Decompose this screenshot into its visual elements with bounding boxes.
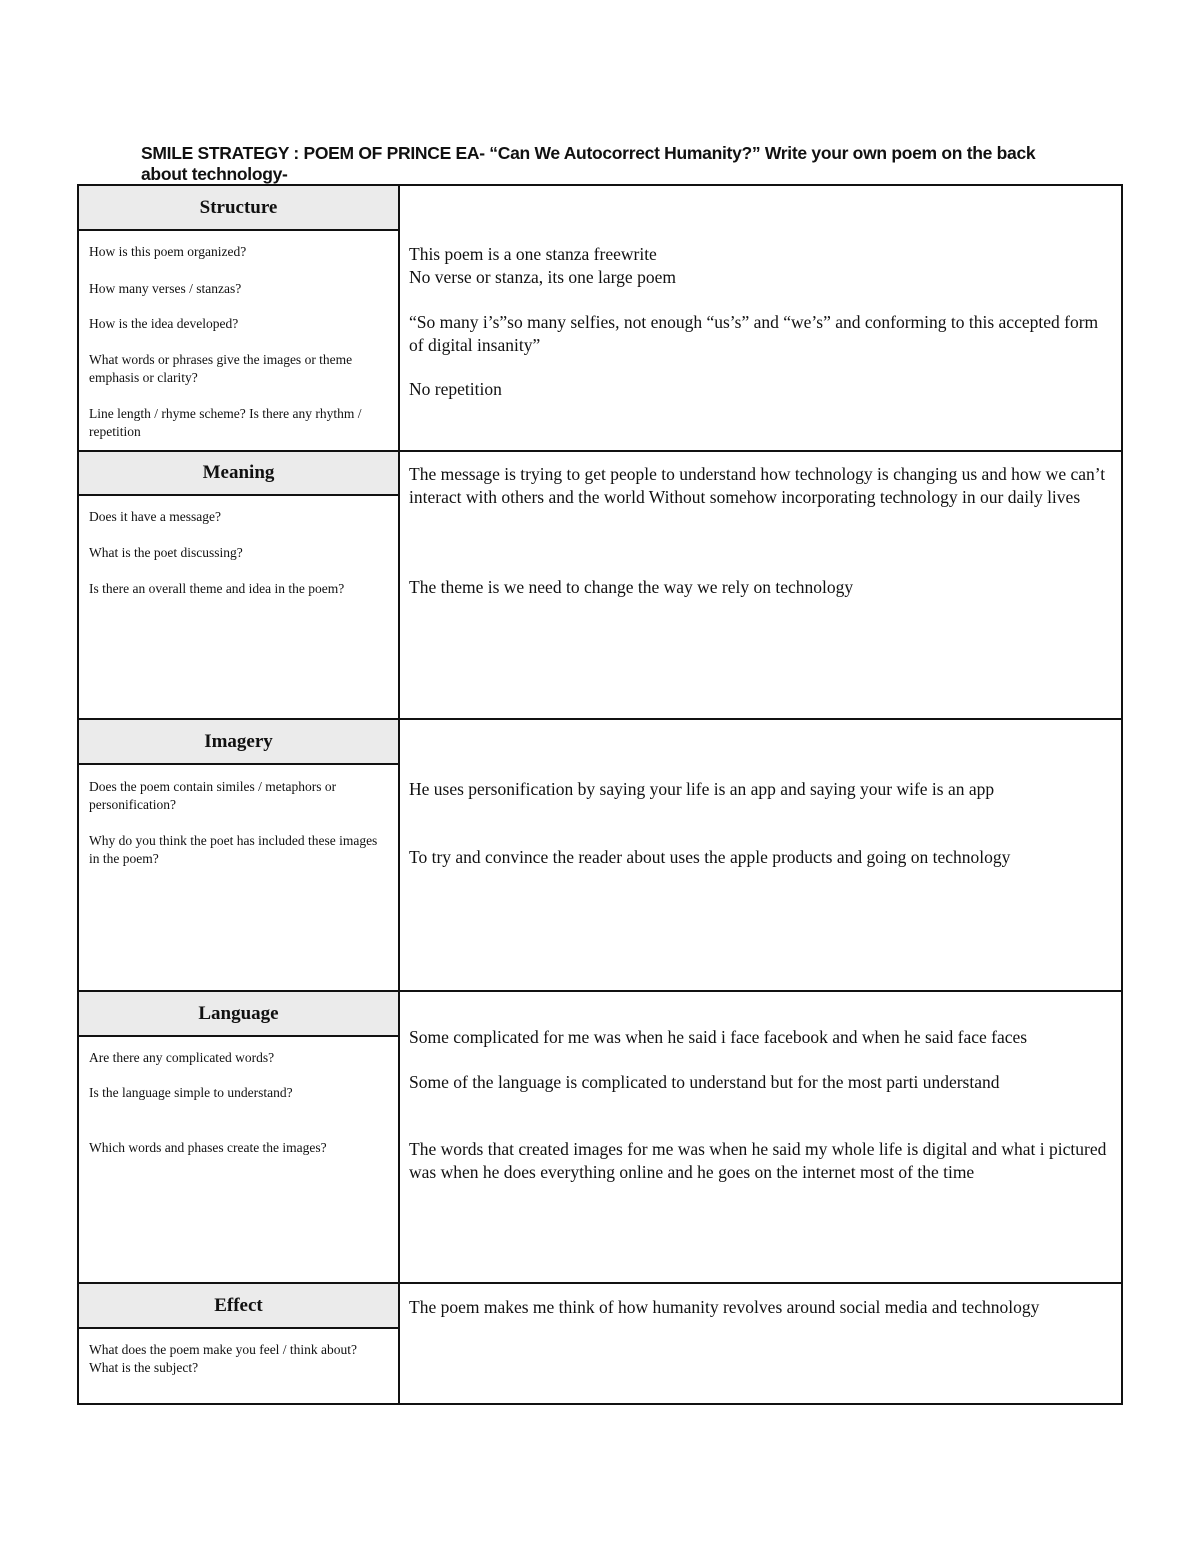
header-divider [77,494,400,496]
structure-question: How many verses / stanzas? [89,281,242,296]
imagery-header: Imagery [79,720,398,763]
effect-question: What does the poem make you feel / think about? What is the subject? [89,1342,358,1375]
effect-answer: The poem makes me think of how humanity revolves around social media and technology [409,1297,1040,1317]
header-divider [77,1035,400,1037]
meaning-header: Meaning [79,452,398,494]
structure-header: Structure [79,186,398,229]
language-question: Are there any complicated words? [89,1050,275,1065]
meaning-answer: The message is trying to get people to understand how technology is changing us and how we can’t interact with others and the world Without somehow incorporating technology in our daily lives [409,464,1106,507]
language-answer: Some complicated for me was when he said i face facebook and when he said face faces [409,1027,1028,1047]
header-divider [77,763,400,765]
structure-question: How is this poem organized? [89,244,247,259]
language-answer: Some of the language is complicated to understand but for the most parti understand [409,1072,1000,1092]
structure-question: What words or phrases give the images or theme emphasis or clarity? [89,352,353,385]
structure-answer: “So many i’s”so many selfies, not enough “us’s” and “we’s” and conforming to this accepted form of digital insanity” [409,312,1099,355]
structure-answer: This poem is a one stanza freewrite [409,244,657,264]
language-question: Which words and phases create the images? [89,1140,327,1155]
imagery-question: Why do you think the poet has included these images in the poem? [89,833,378,866]
imagery-question: Does the poem contain similes / metaphors or personification? [89,779,337,812]
meaning-question: Is there an overall theme and idea in the poem? [89,581,345,596]
structure-answer: No repetition [409,379,502,399]
structure-question: How is the idea developed? [89,316,239,331]
structure-answer: No verse or stanza, its one large poem [409,267,676,287]
header-divider [77,229,400,231]
meaning-question: Does it have a message? [89,509,221,524]
effect-header: Effect [79,1284,398,1327]
language-question: Is the language simple to understand? [89,1085,293,1100]
meaning-question: What is the poet discussing? [89,545,243,560]
header-divider [77,1327,400,1329]
language-answer: The words that created images for me was when he said my whole life is digital and what i pictured was when he does everything online and he goes on the internet most of the time [409,1139,1107,1182]
page-title: SMILE STRATEGY : POEM OF PRINCE EA- “Can We Autocorrect Humanity?” Write your own poem on the back about technology- [141,143,1036,184]
structure-question: Line length / rhyme scheme? Is there any rhythm / repetition [89,406,362,439]
imagery-answer: He uses personification by saying your life is an app and saying your wife is an app [409,779,995,799]
meaning-answer: The theme is we need to change the way we rely on technology [409,577,854,597]
imagery-answer: To try and convince the reader about uses the apple products and going on technology [409,847,1011,867]
column-divider [398,184,400,1405]
language-header: Language [79,992,398,1035]
